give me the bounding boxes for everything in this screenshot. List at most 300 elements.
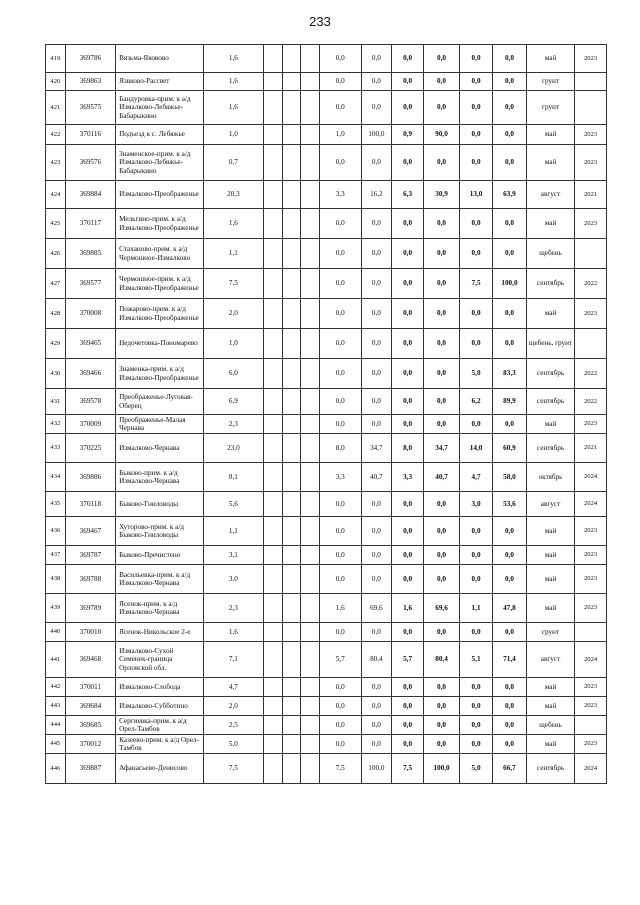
cell-c7: 1,1 bbox=[460, 594, 493, 623]
cell-no: 419 bbox=[46, 45, 66, 73]
cell-c6: 0,0 bbox=[423, 91, 459, 125]
cell-year: 2023 bbox=[575, 415, 607, 434]
cell-c5: 0,0 bbox=[392, 517, 424, 546]
cell-month: май bbox=[526, 125, 574, 145]
cell-empty bbox=[264, 678, 283, 697]
cell-c4: 0,0 bbox=[361, 735, 392, 754]
cell-month: май bbox=[526, 145, 574, 181]
table-row bbox=[46, 125, 607, 145]
table-row bbox=[46, 546, 607, 565]
cell-c4: 0,0 bbox=[361, 517, 392, 546]
cell-id: 369576 bbox=[65, 145, 115, 181]
cell-empty bbox=[301, 299, 320, 329]
cell-id: 369575 bbox=[65, 91, 115, 125]
cell-c6: 0,0 bbox=[423, 329, 459, 359]
cell-c4: 0,0 bbox=[361, 389, 392, 415]
cell-empty bbox=[282, 565, 301, 594]
cell-c3: 0,0 bbox=[319, 623, 361, 642]
cell-empty bbox=[264, 359, 283, 389]
cell-c5: 0,0 bbox=[392, 45, 424, 73]
table-row bbox=[46, 492, 607, 517]
cell-empty bbox=[301, 415, 320, 434]
cell-c5: 0,0 bbox=[392, 735, 424, 754]
cell-c3: 5,7 bbox=[319, 642, 361, 678]
cell-c4: 0,0 bbox=[361, 329, 392, 359]
cell-c4: 40,7 bbox=[361, 463, 392, 492]
cell-month: май bbox=[526, 299, 574, 329]
cell-c8: 0,0 bbox=[492, 735, 526, 754]
cell-no: 423 bbox=[46, 145, 66, 181]
cell-c7: 0,0 bbox=[460, 125, 493, 145]
cell-year: 2023 bbox=[575, 209, 607, 239]
page-number: 233 bbox=[309, 14, 331, 29]
cell-c3: 0,0 bbox=[319, 517, 361, 546]
cell-id: 369466 bbox=[65, 359, 115, 389]
cell-c5: 0,0 bbox=[392, 209, 424, 239]
cell-year: 2023 bbox=[575, 45, 607, 73]
cell-empty bbox=[301, 45, 320, 73]
table-row bbox=[46, 91, 607, 125]
cell-empty bbox=[264, 389, 283, 415]
cell-c8: 0,0 bbox=[492, 697, 526, 716]
table-row bbox=[46, 359, 607, 389]
cell-len: 2,5 bbox=[203, 716, 263, 735]
cell-name: Подъезд к с. Лебяжье bbox=[116, 125, 204, 145]
cell-empty bbox=[264, 623, 283, 642]
cell-no: 426 bbox=[46, 239, 66, 269]
cell-year: 2023 bbox=[575, 594, 607, 623]
cell-no: 431 bbox=[46, 389, 66, 415]
cell-id: 370010 bbox=[65, 623, 115, 642]
cell-c7: 14,0 bbox=[460, 434, 493, 463]
cell-c8: 0,0 bbox=[492, 91, 526, 125]
cell-len: 7,5 bbox=[203, 269, 263, 299]
cell-month: май bbox=[526, 45, 574, 73]
cell-c4: 0,0 bbox=[361, 565, 392, 594]
cell-no: 430 bbox=[46, 359, 66, 389]
cell-id: 370225 bbox=[65, 434, 115, 463]
cell-c6: 90,0 bbox=[423, 125, 459, 145]
cell-c7: 0,0 bbox=[460, 546, 493, 565]
cell-c5: 8,0 bbox=[392, 434, 424, 463]
cell-name: Вязьма-Яковово bbox=[116, 45, 204, 73]
cell-no: 437 bbox=[46, 546, 66, 565]
cell-month: сентябрь bbox=[526, 389, 574, 415]
cell-c3: 3,3 bbox=[319, 181, 361, 209]
cell-c8: 0,0 bbox=[492, 546, 526, 565]
cell-c8: 83,3 bbox=[492, 359, 526, 389]
cell-empty bbox=[282, 181, 301, 209]
cell-id: 369787 bbox=[65, 546, 115, 565]
cell-c4: 0,0 bbox=[361, 359, 392, 389]
cell-c8: 0,0 bbox=[492, 125, 526, 145]
cell-c8: 71,4 bbox=[492, 642, 526, 678]
cell-month: май bbox=[526, 678, 574, 697]
cell-c3: 0,0 bbox=[319, 209, 361, 239]
cell-c4: 0,0 bbox=[361, 678, 392, 697]
cell-c7: 0,0 bbox=[460, 73, 493, 91]
cell-len: 6,0 bbox=[203, 359, 263, 389]
cell-c6: 0,0 bbox=[423, 517, 459, 546]
cell-name: Быково-прим. к а/д Измалково-Чернава bbox=[116, 463, 204, 492]
cell-c8: 0,0 bbox=[492, 239, 526, 269]
cell-c5: 5,7 bbox=[392, 642, 424, 678]
table-row bbox=[46, 463, 607, 492]
cell-c3: 1,0 bbox=[319, 125, 361, 145]
cell-id: 370012 bbox=[65, 735, 115, 754]
cell-c7: 0,0 bbox=[460, 299, 493, 329]
cell-empty bbox=[282, 678, 301, 697]
cell-empty bbox=[282, 45, 301, 73]
cell-c6: 0,0 bbox=[423, 145, 459, 181]
cell-c8: 0,0 bbox=[492, 716, 526, 735]
cell-year: 2021 bbox=[575, 181, 607, 209]
cell-c6: 0,0 bbox=[423, 209, 459, 239]
cell-month: май bbox=[526, 735, 574, 754]
cell-len: 1,1 bbox=[203, 239, 263, 269]
cell-empty bbox=[264, 269, 283, 299]
cell-no: 446 bbox=[46, 754, 66, 784]
cell-len: 8,1 bbox=[203, 463, 263, 492]
cell-empty bbox=[301, 239, 320, 269]
table-row bbox=[46, 45, 607, 73]
cell-c6: 0,0 bbox=[423, 565, 459, 594]
cell-len: 0,7 bbox=[203, 145, 263, 181]
table-row bbox=[46, 716, 607, 735]
cell-c3: 0,0 bbox=[319, 735, 361, 754]
cell-empty bbox=[264, 125, 283, 145]
cell-year: 2023 bbox=[575, 299, 607, 329]
cell-month: сентябрь bbox=[526, 269, 574, 299]
cell-empty bbox=[264, 697, 283, 716]
cell-no: 433 bbox=[46, 434, 66, 463]
cell-no: 440 bbox=[46, 623, 66, 642]
cell-empty bbox=[282, 697, 301, 716]
cell-no: 420 bbox=[46, 73, 66, 91]
cell-empty bbox=[282, 463, 301, 492]
cell-len: 7,1 bbox=[203, 642, 263, 678]
cell-c8: 63,9 bbox=[492, 181, 526, 209]
cell-id: 370009 bbox=[65, 415, 115, 434]
cell-c5: 0,0 bbox=[392, 329, 424, 359]
cell-id: 370011 bbox=[65, 678, 115, 697]
cell-c6: 0,0 bbox=[423, 697, 459, 716]
cell-name: Преображенье-Луговая-Оберец bbox=[116, 389, 204, 415]
cell-c7: 7,5 bbox=[460, 269, 493, 299]
cell-month: май bbox=[526, 209, 574, 239]
table-row bbox=[46, 594, 607, 623]
cell-c5: 6,3 bbox=[392, 181, 424, 209]
cell-c6: 0,0 bbox=[423, 623, 459, 642]
cell-no: 441 bbox=[46, 642, 66, 678]
cell-empty bbox=[282, 415, 301, 434]
cell-empty bbox=[282, 269, 301, 299]
cell-len: 5,6 bbox=[203, 492, 263, 517]
cell-name: Язвково-Рассвет bbox=[116, 73, 204, 91]
cell-c7: 0,0 bbox=[460, 91, 493, 125]
cell-c6: 80,4 bbox=[423, 642, 459, 678]
cell-empty bbox=[301, 594, 320, 623]
cell-empty bbox=[264, 594, 283, 623]
cell-empty bbox=[264, 145, 283, 181]
cell-c8: 0,0 bbox=[492, 623, 526, 642]
cell-year bbox=[575, 716, 607, 735]
cell-c3: 0,0 bbox=[319, 45, 361, 73]
cell-c4: 0,0 bbox=[361, 299, 392, 329]
cell-no: 435 bbox=[46, 492, 66, 517]
cell-month: май bbox=[526, 594, 574, 623]
cell-empty bbox=[301, 754, 320, 784]
cell-year: 2024 bbox=[575, 754, 607, 784]
cell-month: август bbox=[526, 492, 574, 517]
cell-c8: 66,7 bbox=[492, 754, 526, 784]
cell-id: 369863 bbox=[65, 73, 115, 91]
cell-id: 369467 bbox=[65, 517, 115, 546]
cell-c7: 3,0 bbox=[460, 492, 493, 517]
cell-c6: 0,0 bbox=[423, 45, 459, 73]
cell-c7: 0,0 bbox=[460, 735, 493, 754]
cell-c4: 0,0 bbox=[361, 415, 392, 434]
cell-month: май bbox=[526, 415, 574, 434]
cell-empty bbox=[264, 434, 283, 463]
cell-empty bbox=[282, 239, 301, 269]
cell-c3: 1,6 bbox=[319, 594, 361, 623]
cell-year: 2023 bbox=[575, 735, 607, 754]
cell-year: 2023 bbox=[575, 565, 607, 594]
cell-no: 432 bbox=[46, 415, 66, 434]
cell-c8: 89,9 bbox=[492, 389, 526, 415]
cell-name: Преображенье-Малая Чернава bbox=[116, 415, 204, 434]
table-row bbox=[46, 73, 607, 91]
cell-empty bbox=[282, 125, 301, 145]
cell-empty bbox=[282, 623, 301, 642]
table-row bbox=[46, 389, 607, 415]
cell-len: 6,9 bbox=[203, 389, 263, 415]
cell-year: 2023 bbox=[575, 697, 607, 716]
table-row bbox=[46, 415, 607, 434]
cell-c5: 0,0 bbox=[392, 678, 424, 697]
cell-month: щебень bbox=[526, 716, 574, 735]
cell-c4: 0,0 bbox=[361, 492, 392, 517]
cell-empty bbox=[301, 434, 320, 463]
cell-id: 369886 bbox=[65, 463, 115, 492]
cell-no: 422 bbox=[46, 125, 66, 145]
cell-year: 2022 bbox=[575, 269, 607, 299]
cell-month: октябрь bbox=[526, 463, 574, 492]
cell-empty bbox=[301, 492, 320, 517]
cell-c4: 0,0 bbox=[361, 546, 392, 565]
cell-c3: 0,0 bbox=[319, 546, 361, 565]
cell-c8: 0,0 bbox=[492, 329, 526, 359]
cell-c3: 7,5 bbox=[319, 754, 361, 784]
cell-empty bbox=[282, 73, 301, 91]
cell-empty bbox=[282, 209, 301, 239]
cell-c7: 5,0 bbox=[460, 754, 493, 784]
cell-len: 2,0 bbox=[203, 299, 263, 329]
cell-c5: 7,5 bbox=[392, 754, 424, 784]
table-row bbox=[46, 299, 607, 329]
cell-c5: 0,0 bbox=[392, 389, 424, 415]
cell-empty bbox=[301, 517, 320, 546]
cell-name: Стахановo-прим. к а/д Чермошное-Измалково bbox=[116, 239, 204, 269]
cell-c8: 60,9 bbox=[492, 434, 526, 463]
cell-name: Измалково-Субботино bbox=[116, 697, 204, 716]
cell-empty bbox=[264, 565, 283, 594]
cell-name: Измалково-Преображенье bbox=[116, 181, 204, 209]
cell-c4: 69,6 bbox=[361, 594, 392, 623]
cell-no: 439 bbox=[46, 594, 66, 623]
cell-c4: 0,0 bbox=[361, 45, 392, 73]
cell-month: май bbox=[526, 517, 574, 546]
cell-empty bbox=[264, 716, 283, 735]
cell-c8: 58,0 bbox=[492, 463, 526, 492]
cell-c5: 0,0 bbox=[392, 239, 424, 269]
cell-year: 2022 bbox=[575, 389, 607, 415]
cell-year bbox=[575, 623, 607, 642]
cell-no: 429 bbox=[46, 329, 66, 359]
cell-c6: 0,0 bbox=[423, 546, 459, 565]
cell-empty bbox=[301, 91, 320, 125]
cell-name: Измалково-Слобода bbox=[116, 678, 204, 697]
cell-len: 1,6 bbox=[203, 209, 263, 239]
cell-empty bbox=[264, 546, 283, 565]
cell-c6: 40,7 bbox=[423, 463, 459, 492]
cell-c3: 0,0 bbox=[319, 269, 361, 299]
cell-year bbox=[575, 239, 607, 269]
cell-c7: 0,0 bbox=[460, 678, 493, 697]
cell-year: 2024 bbox=[575, 642, 607, 678]
cell-empty bbox=[264, 754, 283, 784]
cell-id: 369885 bbox=[65, 239, 115, 269]
cell-c7: 0,0 bbox=[460, 565, 493, 594]
cell-empty bbox=[282, 517, 301, 546]
cell-month: грунт bbox=[526, 91, 574, 125]
cell-c4: 0,0 bbox=[361, 623, 392, 642]
cell-id: 369786 bbox=[65, 45, 115, 73]
cell-c3: 0,0 bbox=[319, 415, 361, 434]
cell-month: щебень, грунт bbox=[526, 329, 574, 359]
cell-no: 427 bbox=[46, 269, 66, 299]
cell-c7: 0,0 bbox=[460, 716, 493, 735]
cell-name: Сергиевка-прим. к а/д Орел-Тамбов bbox=[116, 716, 204, 735]
cell-c4: 100,0 bbox=[361, 754, 392, 784]
cell-empty bbox=[282, 716, 301, 735]
cell-c5: 0,0 bbox=[392, 91, 424, 125]
cell-c7: 0,0 bbox=[460, 329, 493, 359]
cell-len: 7,5 bbox=[203, 754, 263, 784]
cell-c3: 0,0 bbox=[319, 91, 361, 125]
table-row bbox=[46, 517, 607, 546]
cell-c6: 0,0 bbox=[423, 735, 459, 754]
cell-no: 445 bbox=[46, 735, 66, 754]
cell-name: Хуторово-прим. к а/д Быково-Гниловоды bbox=[116, 517, 204, 546]
cell-c5: 3,3 bbox=[392, 463, 424, 492]
cell-empty bbox=[264, 239, 283, 269]
cell-empty bbox=[264, 181, 283, 209]
cell-id: 370117 bbox=[65, 209, 115, 239]
cell-empty bbox=[282, 546, 301, 565]
cell-c4: 0,0 bbox=[361, 716, 392, 735]
table-row bbox=[46, 754, 607, 784]
cell-len: 23,0 bbox=[203, 434, 263, 463]
cell-month: грунт bbox=[526, 73, 574, 91]
cell-empty bbox=[264, 415, 283, 434]
cell-c8: 100,0 bbox=[492, 269, 526, 299]
cell-month: сентябрь bbox=[526, 434, 574, 463]
cell-name: Афанасьево-Денисово bbox=[116, 754, 204, 784]
cell-year bbox=[575, 329, 607, 359]
cell-year: 2024 bbox=[575, 492, 607, 517]
cell-empty bbox=[301, 463, 320, 492]
cell-c3: 0,0 bbox=[319, 697, 361, 716]
cell-empty bbox=[282, 389, 301, 415]
cell-c3: 0,0 bbox=[319, 716, 361, 735]
cell-no: 443 bbox=[46, 697, 66, 716]
cell-year: 2023 bbox=[575, 517, 607, 546]
cell-c4: 0,0 bbox=[361, 91, 392, 125]
cell-c4: 0,0 bbox=[361, 239, 392, 269]
cell-id: 369887 bbox=[65, 754, 115, 784]
cell-len: 1,0 bbox=[203, 125, 263, 145]
cell-c6: 34,7 bbox=[423, 434, 459, 463]
table-row bbox=[46, 209, 607, 239]
cell-month: август bbox=[526, 181, 574, 209]
cell-c5: 0,0 bbox=[392, 716, 424, 735]
table-row bbox=[46, 697, 607, 716]
cell-year: 2023 bbox=[575, 678, 607, 697]
cell-no: 425 bbox=[46, 209, 66, 239]
cell-empty bbox=[264, 45, 283, 73]
cell-c5: 0,0 bbox=[392, 546, 424, 565]
cell-c6: 0,0 bbox=[423, 492, 459, 517]
cell-year bbox=[575, 73, 607, 91]
cell-empty bbox=[282, 492, 301, 517]
cell-name: Мельгино-прим. к а/д Измалково-Преображенье bbox=[116, 209, 204, 239]
cell-no: 438 bbox=[46, 565, 66, 594]
cell-month: щебень bbox=[526, 239, 574, 269]
cell-c5: 0,0 bbox=[392, 623, 424, 642]
roads-table bbox=[45, 44, 607, 784]
cell-c6: 0,0 bbox=[423, 73, 459, 91]
cell-id: 370118 bbox=[65, 492, 115, 517]
cell-name: Васильевка-прим. к а/д Измалково-Чернава bbox=[116, 565, 204, 594]
table-row bbox=[46, 181, 607, 209]
cell-name: Быково-Гниловоды bbox=[116, 492, 204, 517]
cell-empty bbox=[282, 145, 301, 181]
cell-empty bbox=[264, 463, 283, 492]
cell-empty bbox=[301, 359, 320, 389]
cell-empty bbox=[301, 716, 320, 735]
cell-empty bbox=[301, 546, 320, 565]
cell-empty bbox=[301, 73, 320, 91]
cell-empty bbox=[301, 145, 320, 181]
cell-year: 2023 bbox=[575, 125, 607, 145]
cell-name: Знаменское-прим. к а/д Измалково-Лебяжье-Бабарыкино bbox=[116, 145, 204, 181]
cell-len: 1,6 bbox=[203, 45, 263, 73]
cell-c5: 0,0 bbox=[392, 415, 424, 434]
cell-empty bbox=[282, 594, 301, 623]
table-row bbox=[46, 565, 607, 594]
cell-empty bbox=[301, 565, 320, 594]
cell-name: Измалково-Чернава bbox=[116, 434, 204, 463]
cell-len: 3,0 bbox=[203, 565, 263, 594]
cell-len: 2,3 bbox=[203, 594, 263, 623]
cell-id: 369465 bbox=[65, 329, 115, 359]
cell-c8: 47,8 bbox=[492, 594, 526, 623]
cell-empty bbox=[301, 125, 320, 145]
cell-empty bbox=[264, 735, 283, 754]
cell-empty bbox=[264, 209, 283, 239]
